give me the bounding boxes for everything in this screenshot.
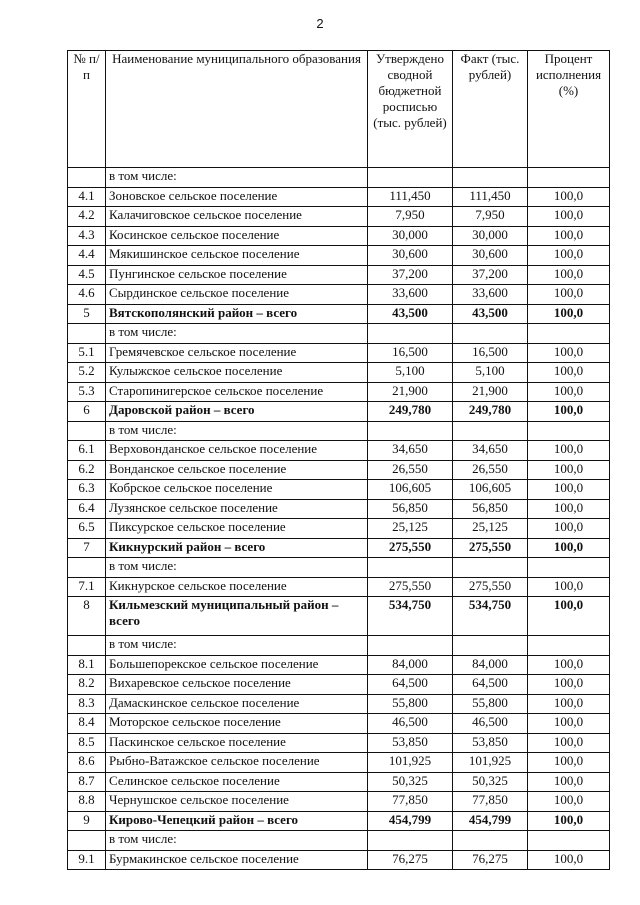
cell-name: Кикнурский район – всего [106, 538, 368, 558]
cell-percent: 100,0 [528, 792, 610, 812]
cell-approved: 34,650 [368, 441, 453, 461]
cell-percent: 100,0 [528, 675, 610, 695]
cell-percent: 100,0 [528, 772, 610, 792]
cell-num: 9.1 [68, 850, 106, 870]
cell-approved: 77,850 [368, 792, 453, 812]
table-row [68, 265, 610, 285]
cell-fact: 55,800 [453, 694, 528, 714]
cell-name: Пунгинское сельское поселение [106, 265, 368, 285]
cell-approved: 249,780 [368, 402, 453, 422]
cell-fact [453, 558, 528, 578]
table-row [68, 714, 610, 734]
cell-approved: 275,550 [368, 577, 453, 597]
cell-fact: 275,550 [453, 538, 528, 558]
table-row [68, 577, 610, 597]
cell-num: 4.2 [68, 207, 106, 227]
cell-num: 6.5 [68, 519, 106, 539]
subheading-row [68, 421, 610, 441]
cell-fact: 101,925 [453, 753, 528, 773]
cell-percent: 100,0 [528, 480, 610, 500]
cell-num: 4.6 [68, 285, 106, 305]
cell-fact: 33,600 [453, 285, 528, 305]
cell-approved: 25,125 [368, 519, 453, 539]
cell-name: Вятскополянский район – всего [106, 304, 368, 324]
subheading-row [68, 636, 610, 656]
cell-percent: 100,0 [528, 694, 610, 714]
cell-approved: 21,900 [368, 382, 453, 402]
cell-fact: 76,275 [453, 850, 528, 870]
cell-percent: 100,0 [528, 655, 610, 675]
table-row [68, 675, 610, 695]
cell-approved [368, 324, 453, 344]
cell-name: Вонданское сельское поселение [106, 460, 368, 480]
cell-percent [528, 636, 610, 656]
cell-percent: 100,0 [528, 753, 610, 773]
header-name: Наименование муниципального образования [106, 51, 368, 168]
cell-num: 7.1 [68, 577, 106, 597]
cell-name: Косинское сельское поселение [106, 226, 368, 246]
cell-name: Сырдинское сельское поселение [106, 285, 368, 305]
cell-percent: 100,0 [528, 597, 610, 636]
header-num: № п/п [68, 51, 106, 168]
cell-num: 8.8 [68, 792, 106, 812]
cell-num: 8.2 [68, 675, 106, 695]
cell-num: 4.1 [68, 187, 106, 207]
cell-name: в том числе: [106, 324, 368, 344]
cell-approved: 55,800 [368, 694, 453, 714]
cell-percent: 100,0 [528, 538, 610, 558]
cell-approved: 101,925 [368, 753, 453, 773]
cell-num: 4.4 [68, 246, 106, 266]
cell-percent: 100,0 [528, 382, 610, 402]
cell-name: Зоновское сельское поселение [106, 187, 368, 207]
cell-num: 5.1 [68, 343, 106, 363]
cell-fact: 26,550 [453, 460, 528, 480]
cell-fact: 34,650 [453, 441, 528, 461]
cell-fact [453, 324, 528, 344]
table-row [68, 694, 610, 714]
cell-num [68, 324, 106, 344]
subheading-row [68, 558, 610, 578]
cell-approved [368, 421, 453, 441]
cell-fact: 21,900 [453, 382, 528, 402]
cell-name: Кильмезский муниципальный район – всего [106, 597, 368, 636]
table-row [68, 480, 610, 500]
cell-approved: 30,600 [368, 246, 453, 266]
cell-name: Кирово-Чепецкий район – всего [106, 811, 368, 831]
cell-num: 5.3 [68, 382, 106, 402]
cell-fact: 111,450 [453, 187, 528, 207]
cell-fact: 43,500 [453, 304, 528, 324]
cell-num: 6.1 [68, 441, 106, 461]
cell-approved: 43,500 [368, 304, 453, 324]
cell-name: Гремячевское сельское поселение [106, 343, 368, 363]
cell-percent: 100,0 [528, 265, 610, 285]
cell-name: в том числе: [106, 636, 368, 656]
cell-approved: 30,000 [368, 226, 453, 246]
cell-fact: 46,500 [453, 714, 528, 734]
cell-fact: 30,600 [453, 246, 528, 266]
table-row [68, 382, 610, 402]
cell-name: Даровской район – всего [106, 402, 368, 422]
cell-fact [453, 831, 528, 851]
cell-percent: 100,0 [528, 207, 610, 227]
cell-num [68, 421, 106, 441]
district-total-row [68, 304, 610, 324]
cell-fact: 84,000 [453, 655, 528, 675]
cell-percent: 100,0 [528, 402, 610, 422]
cell-percent [528, 831, 610, 851]
cell-name: Лузянское сельское поселение [106, 499, 368, 519]
cell-percent: 100,0 [528, 363, 610, 383]
header-fact: Факт (тыс. рублей) [453, 51, 528, 168]
cell-percent: 100,0 [528, 285, 610, 305]
cell-num: 6.2 [68, 460, 106, 480]
cell-approved: 50,325 [368, 772, 453, 792]
district-total-row [68, 811, 610, 831]
cell-approved: 53,850 [368, 733, 453, 753]
page-number: 2 [316, 16, 324, 31]
cell-fact: 30,000 [453, 226, 528, 246]
cell-num: 8.5 [68, 733, 106, 753]
cell-fact: 16,500 [453, 343, 528, 363]
cell-num: 8.4 [68, 714, 106, 734]
cell-num: 6.4 [68, 499, 106, 519]
cell-name: Верховонданское сельское поселение [106, 441, 368, 461]
table-row [68, 733, 610, 753]
table-row [68, 246, 610, 266]
cell-fact [453, 421, 528, 441]
cell-name: Селинское сельское поселение [106, 772, 368, 792]
cell-name: Мякишинское сельское поселение [106, 246, 368, 266]
cell-fact: 106,605 [453, 480, 528, 500]
cell-name: Дамаскинское сельское поселение [106, 694, 368, 714]
cell-percent [528, 421, 610, 441]
table-body [68, 168, 610, 870]
district-total-row [68, 597, 610, 636]
cell-num: 8.7 [68, 772, 106, 792]
cell-name: Рыбно-Ватажское сельское поселение [106, 753, 368, 773]
table-row [68, 850, 610, 870]
cell-fact: 50,325 [453, 772, 528, 792]
table-row [68, 499, 610, 519]
cell-approved: 5,100 [368, 363, 453, 383]
cell-approved: 16,500 [368, 343, 453, 363]
cell-num: 6 [68, 402, 106, 422]
cell-name: Калачиговское сельское поселение [106, 207, 368, 227]
budget-execution-table [67, 50, 610, 870]
cell-name: Чернушское сельское поселение [106, 792, 368, 812]
cell-name: Кулыжское сельское поселение [106, 363, 368, 383]
cell-percent: 100,0 [528, 733, 610, 753]
cell-approved: 534,750 [368, 597, 453, 636]
cell-num: 8.1 [68, 655, 106, 675]
header-approved: Утверждено сводной бюджетной росписью (тыс. рублей) [368, 51, 453, 168]
subheading-row [68, 168, 610, 188]
cell-fact: 77,850 [453, 792, 528, 812]
cell-num: 5.2 [68, 363, 106, 383]
cell-approved: 84,000 [368, 655, 453, 675]
cell-name: Бурмакинское сельское поселение [106, 850, 368, 870]
cell-num [68, 558, 106, 578]
cell-approved: 76,275 [368, 850, 453, 870]
cell-num: 5 [68, 304, 106, 324]
cell-approved: 454,799 [368, 811, 453, 831]
cell-percent: 100,0 [528, 811, 610, 831]
cell-num: 4.5 [68, 265, 106, 285]
table-row [68, 460, 610, 480]
cell-num [68, 831, 106, 851]
cell-name: Вихаревское сельское поселение [106, 675, 368, 695]
table-row [68, 207, 610, 227]
cell-percent: 100,0 [528, 343, 610, 363]
cell-fact: 249,780 [453, 402, 528, 422]
cell-name: в том числе: [106, 831, 368, 851]
cell-percent: 100,0 [528, 187, 610, 207]
cell-num: 8 [68, 597, 106, 636]
cell-fact: 454,799 [453, 811, 528, 831]
cell-approved: 64,500 [368, 675, 453, 695]
cell-percent: 100,0 [528, 460, 610, 480]
cell-approved: 56,850 [368, 499, 453, 519]
cell-num [68, 168, 106, 188]
cell-name: Большепорекское сельское поселение [106, 655, 368, 675]
cell-num [68, 636, 106, 656]
cell-percent [528, 558, 610, 578]
cell-num: 8.6 [68, 753, 106, 773]
cell-name: Паскинское сельское поселение [106, 733, 368, 753]
table-row [68, 285, 610, 305]
cell-percent: 100,0 [528, 850, 610, 870]
cell-approved [368, 558, 453, 578]
cell-percent: 100,0 [528, 714, 610, 734]
cell-name: Моторское сельское поселение [106, 714, 368, 734]
cell-num: 4.3 [68, 226, 106, 246]
cell-name: в том числе: [106, 421, 368, 441]
cell-num: 9 [68, 811, 106, 831]
cell-num: 8.3 [68, 694, 106, 714]
cell-approved: 106,605 [368, 480, 453, 500]
cell-name: в том числе: [106, 558, 368, 578]
cell-name: в том числе: [106, 168, 368, 188]
cell-name: Старопинигерское сельское поселение [106, 382, 368, 402]
cell-name: Пиксурское сельское поселение [106, 519, 368, 539]
table-row [68, 363, 610, 383]
table-row [68, 753, 610, 773]
cell-fact: 37,200 [453, 265, 528, 285]
cell-fact: 53,850 [453, 733, 528, 753]
cell-fact: 275,550 [453, 577, 528, 597]
subheading-row [68, 831, 610, 851]
cell-approved: 275,550 [368, 538, 453, 558]
cell-percent: 100,0 [528, 226, 610, 246]
cell-num: 6.3 [68, 480, 106, 500]
cell-fact: 64,500 [453, 675, 528, 695]
cell-approved: 37,200 [368, 265, 453, 285]
cell-percent: 100,0 [528, 499, 610, 519]
cell-percent: 100,0 [528, 246, 610, 266]
table-row [68, 772, 610, 792]
cell-fact: 7,950 [453, 207, 528, 227]
table-row [68, 519, 610, 539]
cell-approved: 7,950 [368, 207, 453, 227]
header-percent: Процент исполнения (%) [528, 51, 610, 168]
cell-percent: 100,0 [528, 441, 610, 461]
table-row [68, 187, 610, 207]
cell-approved [368, 636, 453, 656]
cell-percent: 100,0 [528, 519, 610, 539]
cell-name: Кикнурское сельское поселение [106, 577, 368, 597]
table-row [68, 343, 610, 363]
table-row [68, 226, 610, 246]
cell-fact: 5,100 [453, 363, 528, 383]
cell-num: 7 [68, 538, 106, 558]
cell-approved [368, 168, 453, 188]
cell-approved: 111,450 [368, 187, 453, 207]
table-row [68, 655, 610, 675]
cell-percent: 100,0 [528, 304, 610, 324]
cell-fact: 534,750 [453, 597, 528, 636]
cell-percent [528, 168, 610, 188]
cell-approved: 33,600 [368, 285, 453, 305]
cell-approved: 46,500 [368, 714, 453, 734]
district-total-row [68, 538, 610, 558]
cell-fact: 56,850 [453, 499, 528, 519]
cell-fact: 25,125 [453, 519, 528, 539]
table-row [68, 441, 610, 461]
cell-percent: 100,0 [528, 577, 610, 597]
cell-fact [453, 636, 528, 656]
table-row [68, 792, 610, 812]
subheading-row [68, 324, 610, 344]
cell-approved [368, 831, 453, 851]
cell-fact [453, 168, 528, 188]
district-total-row [68, 402, 610, 422]
cell-approved: 26,550 [368, 460, 453, 480]
table-header-row [68, 51, 610, 168]
cell-percent [528, 324, 610, 344]
cell-name: Кобрское сельское поселение [106, 480, 368, 500]
